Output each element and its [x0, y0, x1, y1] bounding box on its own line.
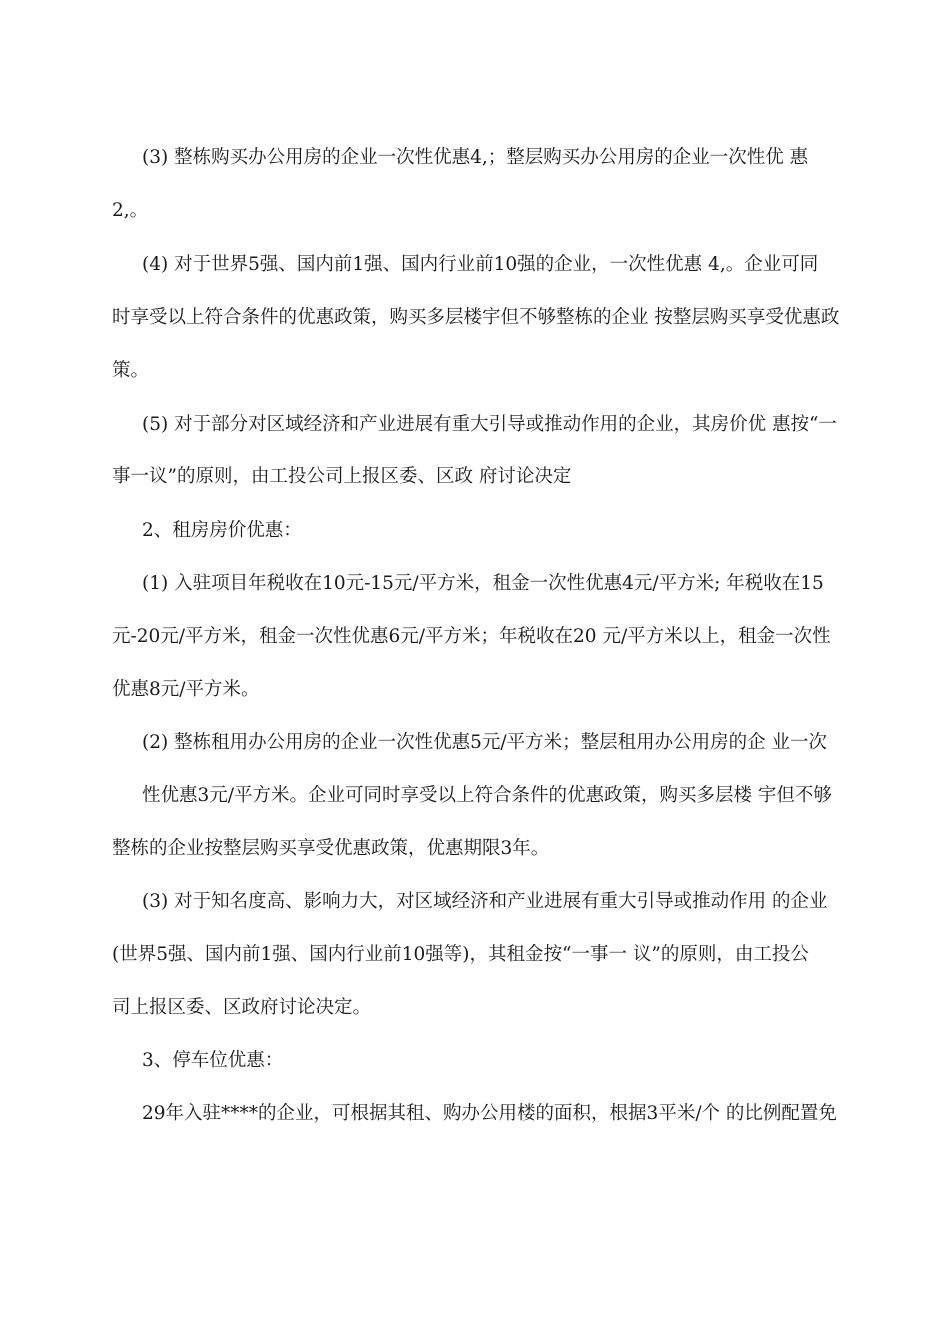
paragraph-rent-3-line-3: 司上报区委、区政府讨论决定。 — [112, 997, 372, 1018]
paragraph-item-3-line-2: 2,。 — [112, 200, 149, 221]
paragraph-item-5-line-2: 事一议”的原则，由工投公司上报区委、区政 府讨论决定 — [112, 466, 572, 487]
paragraph-item-3-line-1: (3) 整栋购买办公用房的企业一次性优惠4,；整层购买办公用房的企业一次性优 惠 — [142, 147, 809, 168]
paragraph-rent-2-line-1: (2) 整栋租用办公用房的企业一次性优惠5元/平方米；整层租用办公用房的企 业一次 — [142, 732, 827, 753]
paragraph-rent-1-line-2: 元-20元/平方米，租金一次性优惠6元/平方米；年税收在20 元/平方米以上，租金一次性 — [112, 626, 831, 647]
section-heading-rent: 2、租房房价优惠： — [142, 520, 302, 541]
paragraph-item-4-line-1: (4) 对于世界5强、国内前1强、国内行业前10强的企业，一次性优惠 4,。企业可同 — [142, 254, 819, 275]
paragraph-rent-1-line-1: (1) 入驻项目年税收在10元-15元/平方米，租金一次性优惠4元/平方米; 年税收在15 — [142, 573, 824, 594]
paragraph-rent-2-line-2: 性优惠3元/平方米。企业可同时享受以上符合条件的优惠政策，购买多层楼 宇但不够 — [142, 785, 832, 806]
paragraph-rent-2-line-3: 整栋的企业按整层购买享受优惠政策，优惠期限3年。 — [112, 838, 550, 859]
paragraph-item-4-line-2: 时享受以上符合条件的优惠政策，购买多层楼宇但不够整栋的企业 按整层购买享受优惠政 — [112, 307, 840, 328]
paragraph-rent-3-line-2: (世界5强、国内前1强、国内行业前10强等)，其租金按“一事一 议”的原则，由工投公 — [112, 944, 809, 965]
section-heading-parking: 3、停车位优惠： — [142, 1050, 284, 1071]
paragraph-parking-line-1: 29年入驻****的企业，可根据其租、购办公用楼的面积，根据3平米/个 的比例配置免 — [142, 1103, 837, 1124]
paragraph-rent-3-line-1: (3) 对于知名度高、影响力大，对区域经济和产业进展有重大引导或推动作用 的企业 — [142, 891, 828, 912]
paragraph-rent-1-line-3: 优惠8元/平方米。 — [112, 679, 260, 700]
paragraph-item-4-line-3: 策。 — [112, 360, 150, 381]
paragraph-item-5-line-1: (5) 对于部分对区域经济和产业进展有重大引导或推动作用的企业，其房价优 惠按“一 — [142, 414, 837, 435]
